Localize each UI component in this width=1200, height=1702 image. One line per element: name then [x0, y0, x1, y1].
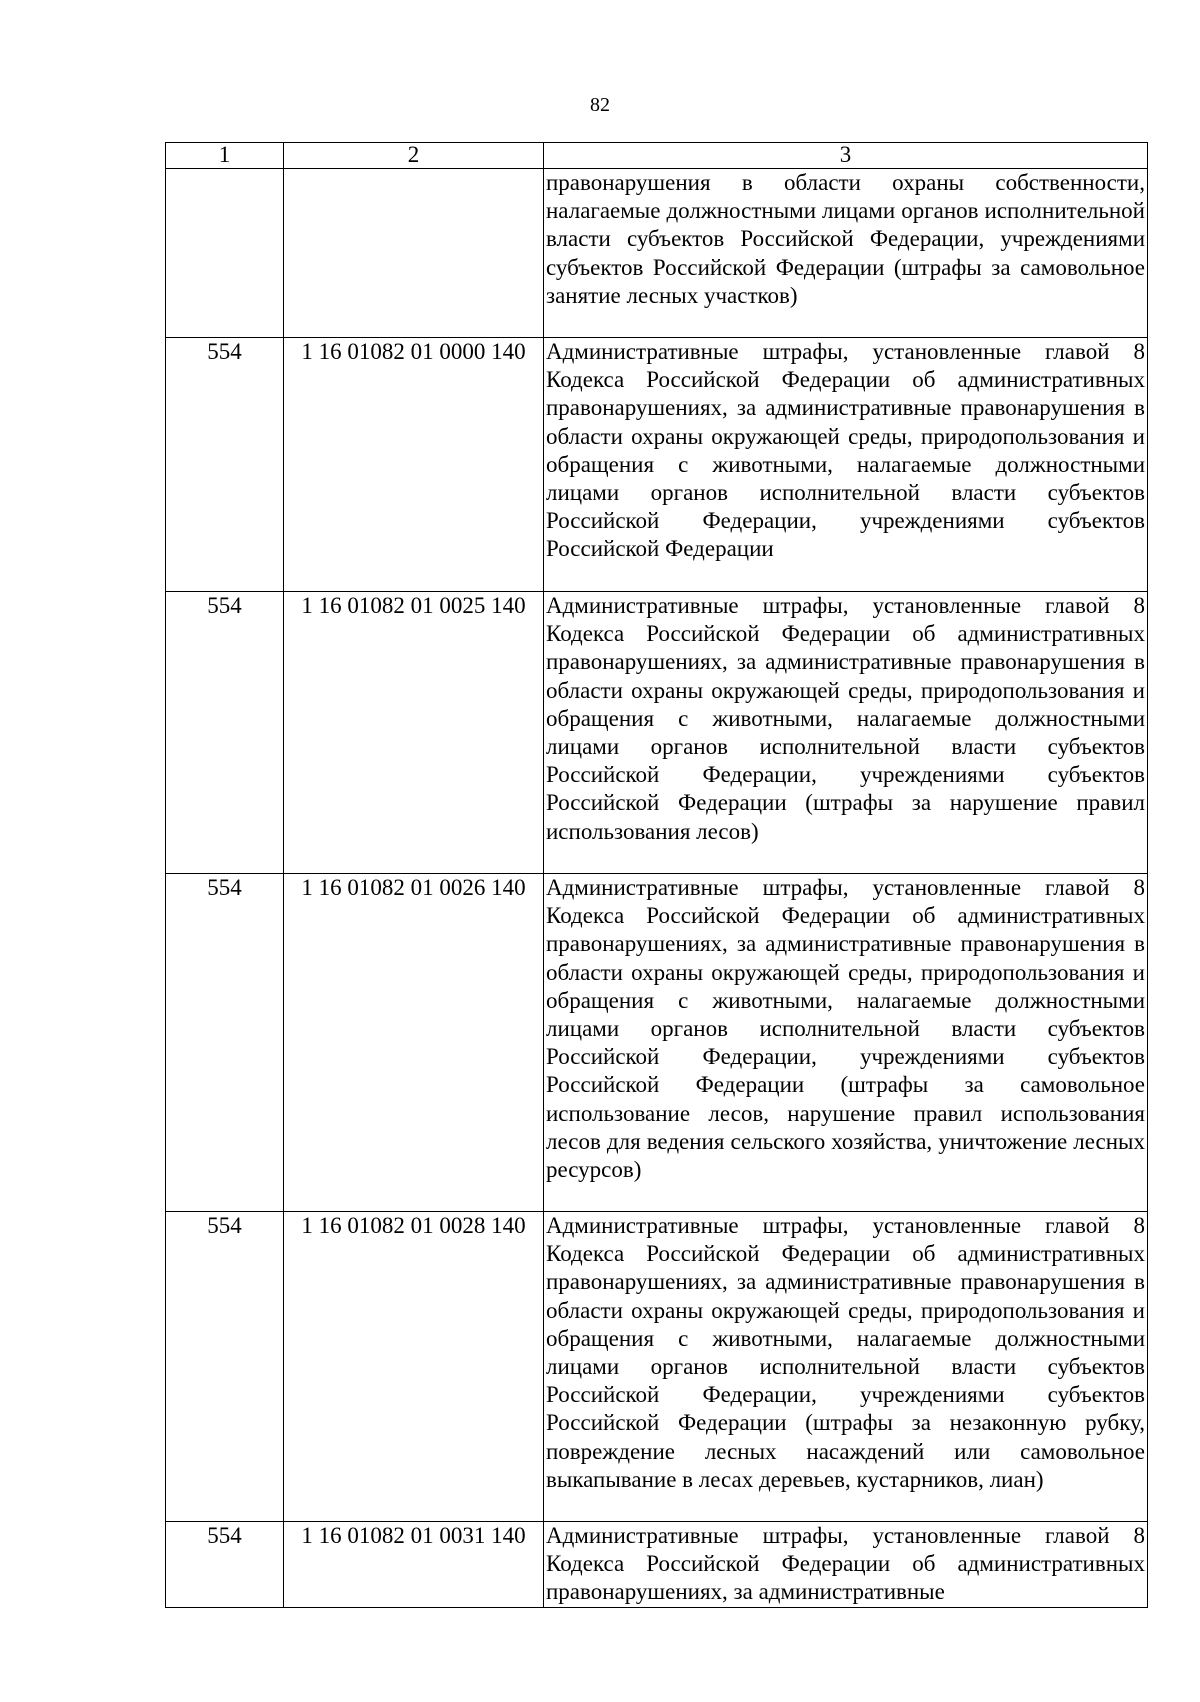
description-text: Административные штрафы, установленные главой 8 Кодекса Российской Федерации об административных правонарушениях, за административные правонарушения в области охраны окружающей среды, природопользования и обращения с животными, налагаемые должностными лицами органов исполнительной власти субъектов Российской Федерации, учреждениями субъектов Российской Федерации (штрафы за незаконную рубку, повреждение лесных насаждений или самовольное выкапывание в лесах деревьев, кустарников, лиан) [546, 1213, 1145, 1492]
budget-code-cell: 1 16 01082 01 0025 140 [284, 592, 544, 874]
column-header-1: 1 [166, 143, 284, 169]
description-cell [544, 169, 1148, 338]
column-header-3: 3 [544, 143, 1148, 169]
row-number-cell: 554 [166, 874, 284, 1212]
budget-code-cell: 1 16 01082 01 0026 140 [284, 874, 544, 1212]
budget-code-cell: 1 16 01082 01 0028 140 [284, 1212, 544, 1522]
budget-code-cell [284, 169, 544, 338]
budget-codes-table [165, 142, 1148, 1608]
row-number-cell [166, 169, 284, 338]
row-number-cell: 554 [166, 592, 284, 874]
description-cell [544, 1212, 1148, 1522]
description-text: Административные штрафы, установленные главой 8 Кодекса Российской Федерации об административных правонарушениях, за административные правонарушения в области охраны окружающей среды, природопользования и обращения с животными, налагаемые должностными лицами органов исполнительной власти субъектов Российской Федерации, учреждениями субъектов Российской Федерации (штрафы за самовольное использование лесов, нарушение правил использования лесов для ведения сельского хозяйства, уничтожение лесных ресурсов) [546, 875, 1145, 1183]
table-row [166, 1522, 1148, 1608]
row-number-cell: 554 [166, 1522, 284, 1608]
description-text: Административные штрафы, установленные главой 8 Кодекса Российской Федерации об административных правонарушениях, за административные правонарушения в области охраны окружающей среды, природопользования и обращения с животными, налагаемые должностными лицами органов исполнительной власти субъектов Российской Федерации, учреждениями субъектов Российской Федерации (штрафы за нарушение правил использования лесов) [546, 593, 1145, 844]
budget-code-cell: 1 16 01082 01 0000 140 [284, 338, 544, 592]
table-row [166, 874, 1148, 1212]
row-number-cell: 554 [166, 1212, 284, 1522]
description-cell [544, 338, 1148, 592]
budget-code-cell: 1 16 01082 01 0031 140 [284, 1522, 544, 1608]
table-header-row [166, 143, 1148, 169]
page-number: 82 [590, 94, 610, 116]
description-cell [544, 592, 1148, 874]
column-header-2: 2 [284, 143, 544, 169]
table-row [166, 338, 1148, 592]
description-cell [544, 1522, 1148, 1608]
description-cell [544, 874, 1148, 1212]
description-text: правонарушения в области охраны собственности, налагаемые должностными лицами органов исполнительной власти субъектов Российской Федерации, учреждениями субъектов Российской Федерации (штрафы за самовольное занятие лесных участков) [546, 170, 1145, 308]
description-text: Административные штрафы, установленные главой 8 Кодекса Российской Федерации об административных правонарушениях, за административные правонарушения в области охраны окружающей среды, природопользования и обращения с животными, налагаемые должностными лицами органов исполнительной власти субъектов Российской Федерации, учреждениями субъектов Российской Федерации [546, 339, 1145, 562]
table-row [166, 169, 1148, 338]
table-row [166, 1212, 1148, 1522]
table-row [166, 592, 1148, 874]
row-number-cell: 554 [166, 338, 284, 592]
description-text: Административные штрафы, установленные главой 8 Кодекса Российской Федерации об административных правонарушениях, за административные [546, 1523, 1145, 1605]
